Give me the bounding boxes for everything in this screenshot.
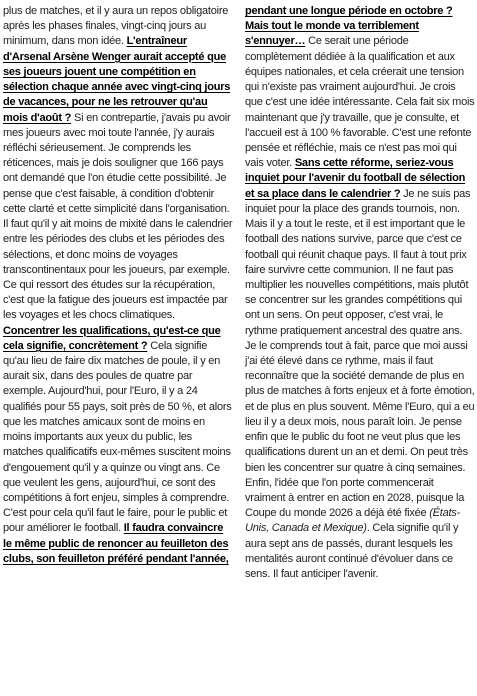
right-column-text bbox=[245, 4, 475, 582]
left-column-text bbox=[3, 4, 233, 567]
answer-italic-countries: (États-Unis, Canada et Mexique) bbox=[245, 507, 460, 535]
right-column bbox=[245, 4, 475, 696]
question-public-part2: pendant une longue période en octobre ? Mais tout le monde va terriblement s'ennuyer… bbox=[245, 5, 453, 48]
answer-text: Je ne suis pas inquiet pour la place des grands tournois, non. Mais il y a tout le reste, et il est important que le football des nations survive, parce que c'est ce football qui réunit chaque pays. Il faut à tout prix faire survivre cette communion. Il ne faut pas multiplier les nouvelles compétitions, mais plutôt se concentrer sur les grandes compétitions qui ont un sens. On peut opposer, c'est vrai, le rythme pratiquement ancestral des quatre ans. Je le comprends tout à fait, parce que moi aussi j'ai été élevé dans ce rythme, mais il faut reconnaître que la société demande de plus en plus de matches à forts enjeux et à forte émotion, et de plus en plus souvent. Même l'Euro, qui a eu lieu il y a deux mois, nous paraît loin. Je pense enfin que le public du foot ne veut plus que les qualifications durent un an et demi. On peut très bien les concentrer sur quatre à cinq semaines. Enfin, l'idée que l'on porte commencerait vraiment à entrer en action en 2028, puisque la Coupe du monde 2026 a déjà été fixée bbox=[245, 187, 475, 520]
question-wenger: L'entraîneur d'Arsenal Arsène Wenger aurait accepté que ses joueurs jouent une compétition en sélection chaque année avec vingt-cinq jours de vacances, pour ne les retrouver qu'au mois d'août ? bbox=[3, 35, 231, 124]
question-qualifications: Concentrer les qualifications, qu'est-ce que cela signifie, concrètement ? bbox=[3, 324, 221, 352]
answer-text: Cela signifie qu'au lieu de faire dix matches de poule, il y en aurait six, dans des poules de quatre par exemple. Aujourd'hui, pour l'Euro, il y a 24 qualifiés pour 55 pays, soit près de 50 %, et alors que les matches amicaux sont de moins en moins importants aux yeux du public, les matches qualificatifs eux-mêmes suscitent moins d'engouement qu'il y a quinze ou vingt ans. Ce que veulent les gens, aujourd'hui, ce sont des compétitions à fort enjeu, simples à comprendre. C'est pour cela qu'il faut le faire, pour le public et pour améliorer le football. bbox=[3, 339, 232, 535]
question-reform: Sans cette réforme, seriez-vous inquiet pour l'avenir du football de sélection et sa place dans le calendrier ? bbox=[245, 157, 466, 200]
answer-text: Ce serait une période complètement dédiée à la qualification et aux équipes nationales, et cela créerait une tension qui n'existe pas vraiment aujourd'hui. Je crois que c'est une idée intéressante. Cela fait six mois maintenant que j'y travaille, que je consulte, et l'accueil est à 100 % favorable. C'est une refonte pensée et réfléchie, mais ce n'est pas moi qui vais voter. bbox=[245, 35, 475, 170]
question-public-part1: Il faudra convaincre le même public de renoncer au feuilleton des clubs, son feuilleton préféré pendant l'année, bbox=[3, 522, 229, 565]
left-column bbox=[3, 4, 233, 696]
answer-text: . Cela signifie qu'il y aura sept ans de passés, durant lesquels les mentalités auront continué d'évoluer dans ce sens. Il faut anticiper l'avenir. bbox=[245, 522, 459, 581]
answer-text: plus de matches, et il y aura un repos obligatoire après les phases finales, vingt-cinq jours au minimum, dans mon idée. bbox=[3, 5, 229, 48]
answer-text: Si en contrepartie, j'avais pu avoir mes joueurs avec moi toute l'année, j'y aurais réfléchi sérieusement. Je comprends les réticences, mais je dois souligner que 166 pays ont demandé que l'on étudie cette possibilité. Je pense que c'est faisable, à condition d'obtenir cette clarté et cette simplicité dans l'organisation. Il faut qu'il y ait moins de mixité dans le calendrier entre les périodes des clubs et les périodes des sélections, et donc moins de voyages transcontinentaux pour les joueurs, par exemple. Ce qui ressort des études sur la récupération, c'est que la fatigue des joueurs est impactée par les voyages et les chocs climatiques. bbox=[3, 111, 233, 322]
